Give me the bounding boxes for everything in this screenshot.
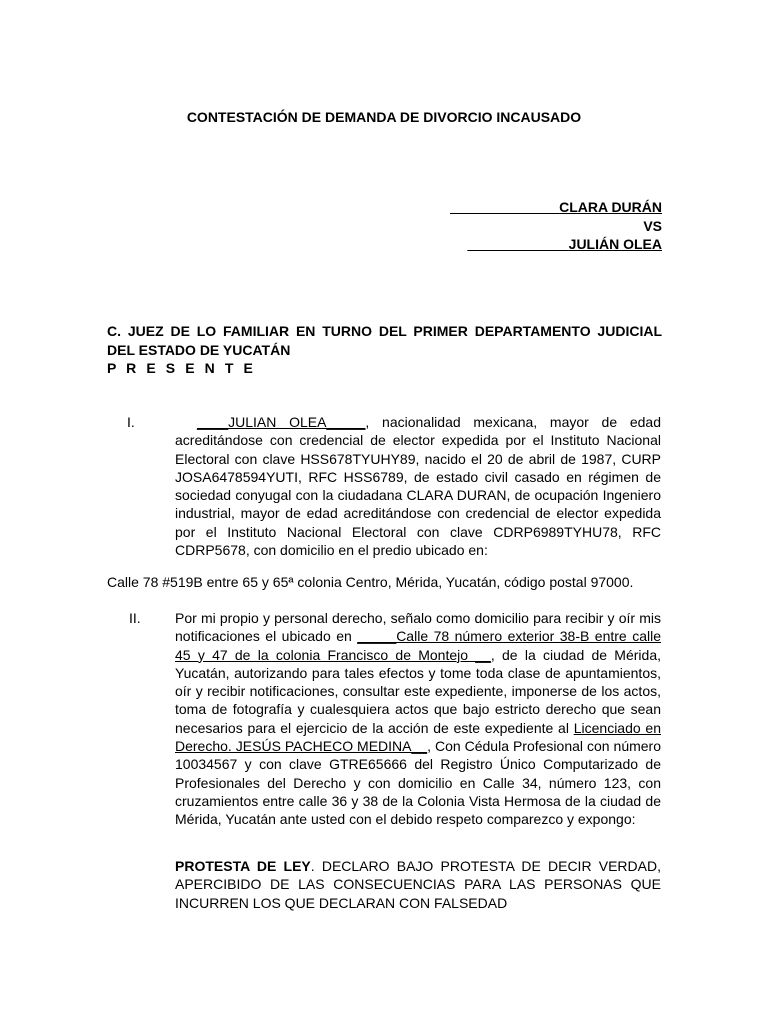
protesta-paragraph	[175, 857, 661, 912]
defendant-blank: _____________	[467, 236, 569, 252]
defendant-name-field: ____JULIAN OLEA_____	[197, 414, 366, 430]
attorney-field: Licenciado en Derecho. JESÚS PACHECO MEDINA__	[175, 719, 661, 755]
versus-label: VS	[643, 217, 662, 234]
section-2-text-2: , de la ciudad de Mérida, Yucatán, autorizando para tales efectos y tome toda clase de apuntamientos, oír y recibir notificaciones, consultar este expediente, imponerse de los actos, toma de fotografía y cualesquiera actos que bajo estricto derecho que sean necesarios para el ejercicio de la acción de este expediente al	[175, 646, 661, 736]
section-2-text-1: Por mi propio y personal derecho, señalo como domicilio para recibir y oír mis notificaciones el ubicado en	[175, 610, 661, 645]
section-2-numeral: II.	[129, 610, 141, 626]
section-2-paragraph	[175, 609, 661, 829]
plaintiff-line	[450, 198, 662, 217]
defendant-line	[450, 235, 662, 254]
section-2-text-3: , Con Cédula Profesional con número 10034567 y con clave GTRE65666 del Registro Único Computarizado de Profesionales del Derecho y con domicilio en Calle 34, número 123, con cruzamientos entre calle 36 y 38 de la Colonia Vista Hermosa de la ciudad de Mérida, Yucatán ante usted con el debido respeto comparezco y expongo:	[175, 738, 662, 828]
section-1-paragraph	[175, 413, 661, 559]
case-parties	[450, 198, 662, 254]
document-title: CONTESTACIÓN DE DEMANDA DE DIVORCIO INCAUSADO	[186, 109, 582, 125]
addressee-block	[107, 322, 662, 378]
section-1-text: , nacionalidad mexicana, mayor de edad acreditándose con credencial de elector expedida por el Instituto Nacional Electoral con clave HSS678TYUHY89, nacido el 20 de abril de 1987, CURP JOSA6478594YUTI, RFC HSS6789, de estado civil casado en régimen de sociedad conyugal con la ciudadana CLARA DURAN, de ocupación Ingeniero industrial, mayor de edad acreditándose con credencial de elector expedida por el Instituto Nacional Electoral con clave CDRP6989TYHU78, RFC CDRP5678, con domicilio en el predio ubicado en:	[175, 414, 661, 559]
protesta-text: . DECLARO BAJO PROTESTA DE DECIR VERDAD, APERCIBIDO DE LAS CONSECUENCIAS PARA LAS PERSONAS QUE INCURREN LOS QUE DECLARAN CON FALSEDAD	[175, 858, 661, 911]
defendant-name: JULIÁN OLEA	[568, 236, 662, 252]
presente-label: P R E S E N T E	[107, 360, 256, 376]
addressee-line: C. JUEZ DE LO FAMILIAR EN TURNO DEL PRIMER DEPARTAMENTO JUDICIAL DEL ESTADO DE YUCATÁN	[107, 323, 662, 358]
plaintiff-blank: ______________	[450, 199, 560, 215]
domicile-field: _____Calle 78 número exterior 38-B entre calle 45 y 47 de la colonia Francisco de Montejo __	[175, 628, 661, 663]
plaintiff-name: CLARA DURÁN	[559, 199, 662, 215]
protesta-heading: PROTESTA DE LEY	[175, 858, 311, 874]
section-1-numeral: I.	[127, 414, 135, 430]
section-1-address: Calle 78 #519B entre 65 y 65ª colonia Centro, Mérida, Yucatán, código postal 97000.	[107, 574, 634, 590]
